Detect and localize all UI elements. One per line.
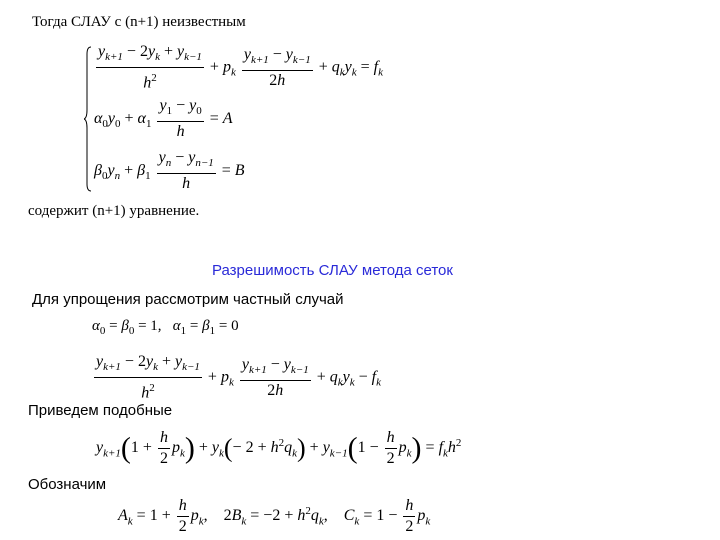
system-brace bbox=[84, 46, 92, 192]
grouped-equation: $y_{k+1}(1$ + $\frac{h}{2}$ $p_k) + y_k(- 2 + h^2q_k) + y_{k-1}(1$ − $\frac{h}{2}$ $p_k) = f_kh^2$ bbox=[96, 429, 462, 467]
system-equation-2: $\alpha_0y_0 + \alpha_1$ $\frac{y_1 - y_0}{h}$ = A bbox=[94, 97, 233, 141]
section-title: Разрешимость СЛАУ метода сеток bbox=[212, 262, 453, 279]
simplified-second-diff-fraction: $\frac{y_{k+1} - 2y_k + y_{k-1}}{h^2}$ bbox=[96, 353, 200, 402]
right-boundary-fraction: $\frac{y_n - y_{n-1}}{h}$ bbox=[158, 149, 214, 193]
system-equation-1: $\frac{y_{k+1} - 2y_k + y_{k-1}}{h^2}$ + $p_k$ $\frac{y_{k+1} - y_{k-1}}{2h}$ + $q_ky_k = f_k$ bbox=[98, 43, 383, 92]
system-equation-3: $\beta_0y_n + \beta_1$ $\frac{y_n - y_{n-1}}{h}$ = B bbox=[94, 149, 245, 193]
simplified-equation: $\frac{y_{k+1} - 2y_k + y_{k-1}}{h^2}$ + $p_k$ $\frac{y_{k+1} - y_{k-1}}{2h}$ + $q_ky_k - f_k$ bbox=[96, 353, 381, 402]
special-case-equation: $\alpha_0 = \beta_0 = 1$, $\alpha_1 = \beta_1 = 0$ bbox=[92, 318, 239, 337]
first-diff-fraction: $\frac{y_{k+1} - y_{k-1}}{2h}$ bbox=[243, 45, 311, 89]
intro-text: Тогда СЛАУ с (n+1) неизвестным bbox=[32, 14, 246, 30]
simplified-first-diff-fraction: $\frac{y_{k+1} - y_{k-1}}{2h}$ bbox=[241, 355, 309, 399]
second-diff-fraction: $\frac{y_{k+1} - 2y_k + y_{k-1}}{h^2}$ bbox=[98, 43, 202, 92]
definitions-equation: $A_k = 1$ + $\frac{h}{2}$ $p_k$, $2B_k = -2 + h^2q_k$, $C_k = 1$ − $\frac{h}{2}$ $p_k$ bbox=[118, 497, 431, 535]
denote-text: Обозначим bbox=[28, 476, 107, 493]
simplify-text: Для упрощения рассмотрим частный случай bbox=[32, 291, 344, 308]
left-boundary-fraction: $\frac{y_1 - y_0}{h}$ bbox=[159, 97, 202, 141]
contains-text: содержит (n+1) уравнение. bbox=[28, 203, 200, 219]
similar-text: Приведем подобные bbox=[28, 402, 173, 419]
